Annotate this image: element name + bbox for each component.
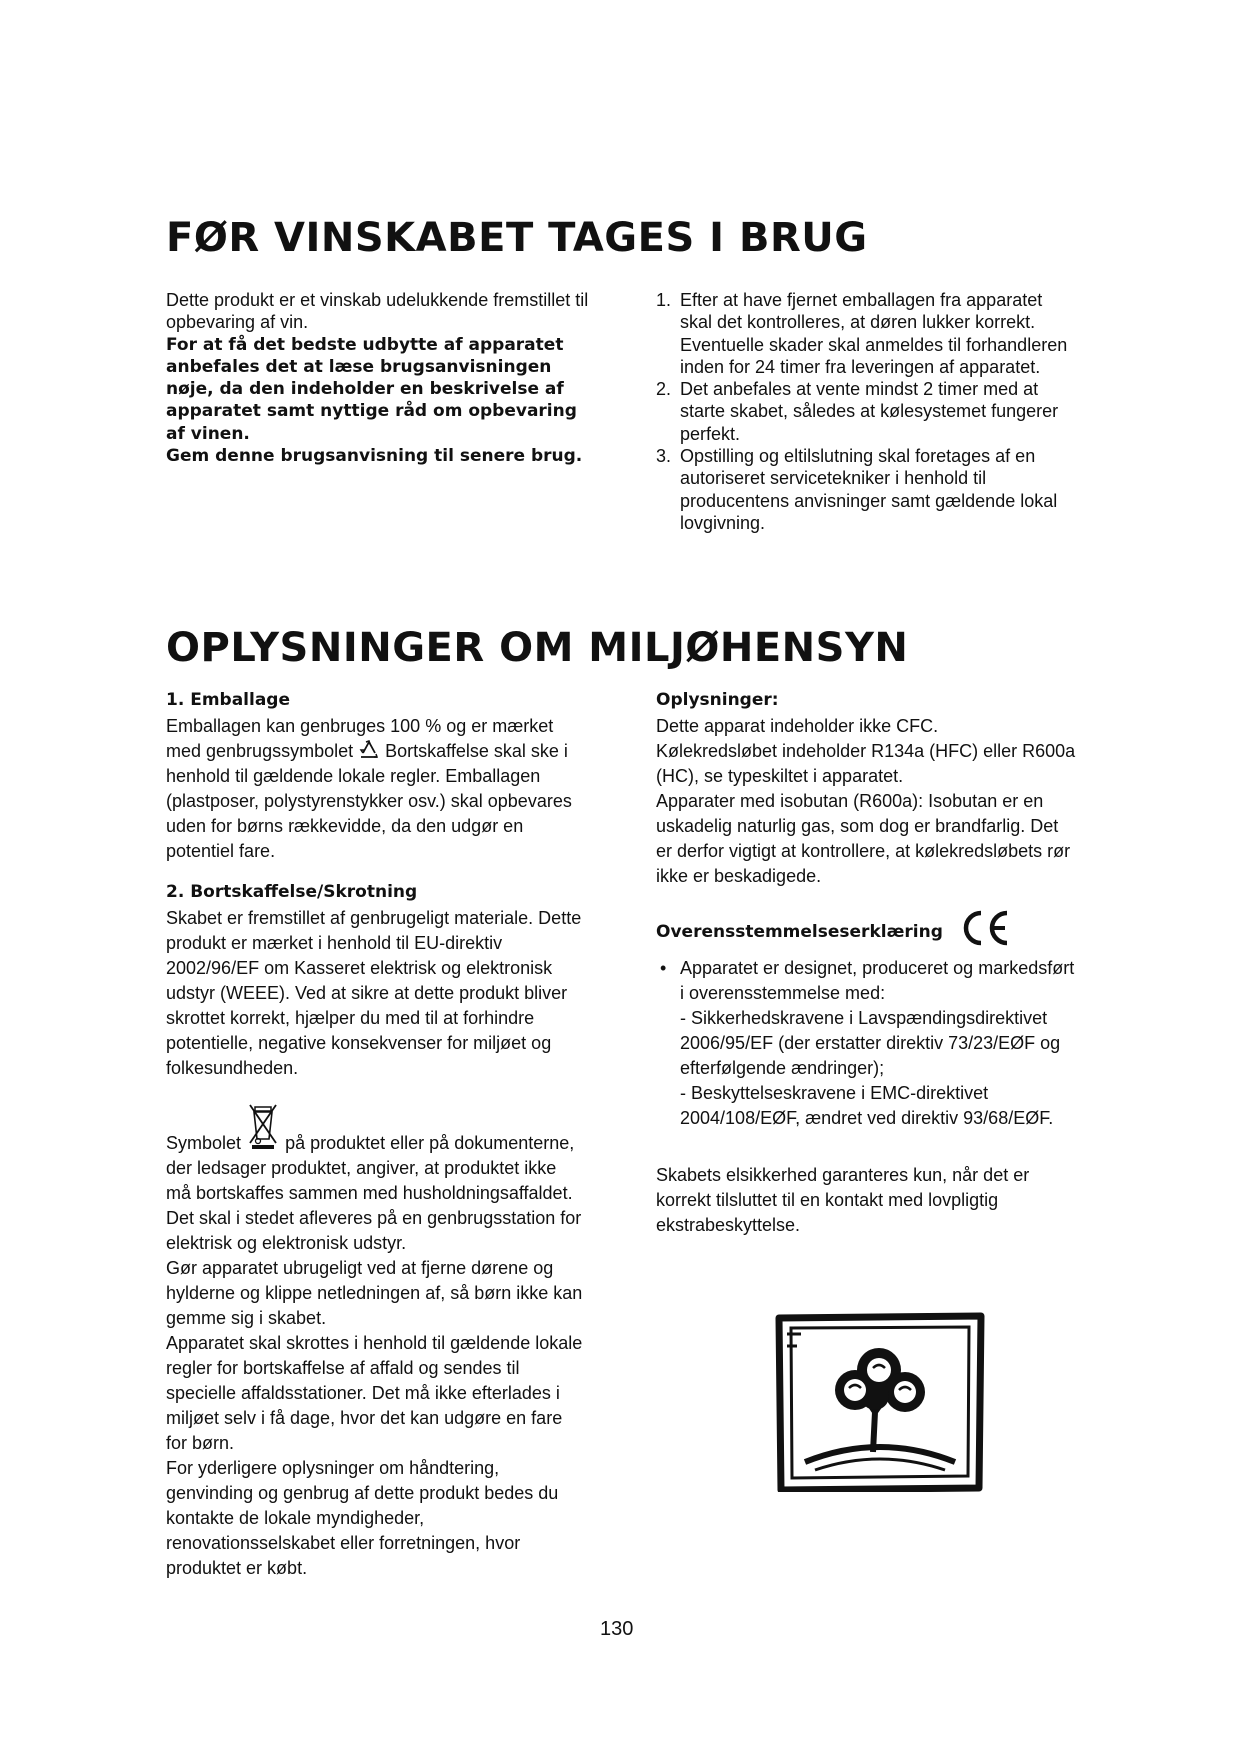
steps-list: [656, 289, 1076, 534]
step-text: Opstilling og eltilslutning skal foretages af en autoriseret servicetekniker i henhold til producentens anvisninger samt gældende lokal lovgivning.: [680, 446, 1058, 533]
info-line-1: Dette apparat indeholder ikke CFC.: [656, 716, 939, 736]
conformity-heading-row: [656, 909, 1076, 955]
intro-block: [166, 289, 596, 467]
ce-mark-icon: [959, 909, 1013, 955]
packaging-heading: 1. Emballage: [166, 690, 290, 710]
info-block: [656, 688, 1076, 1238]
intro-text: Dette produkt er et vinskab udelukkende fremstillet til opbevaring af vin.: [166, 290, 589, 333]
weee-text-before: Symbolet: [166, 1133, 242, 1153]
conformity-item: [656, 956, 1076, 1006]
step-number: 1.: [656, 290, 672, 310]
conformity-list: [656, 956, 1076, 1006]
page-number: 130: [600, 1618, 634, 1640]
crossed-out-bin-icon: [246, 1125, 280, 1149]
info-line-3: Apparater med isobutan (R600a): Isobutan er en uskadelig naturlig gas, som dog er brandfarlig. Det er derfor vigtigt at kontrollere, at kølekredsløbets rør ikke er beskadigede.: [656, 791, 1071, 886]
conformity-intro: Apparatet er designet, produceret og markedsført i overensstemmelse med:: [680, 958, 1075, 1003]
packaging-text-after: Bortskaffelse skal ske i henhold til gældende lokale regler. Emballagen (plastposer, polystyrenstykker osv.) skal opbevares uden for børns rækkevidde, da den udgør en potentiel fare.: [166, 741, 572, 861]
disposal-p2: Gør apparatet ubrugeligt ved at fjerne dørene og hylderne og klippe netledningen af, så børn ikke kan gemme sig i skabet.: [166, 1258, 583, 1328]
step-item: [656, 445, 1076, 534]
conformity-heading: Overensstemmelseserklæring: [656, 922, 943, 942]
step-item: [656, 289, 1076, 378]
packaging-text-before: Emballagen kan genbruges 100 % og er mærket med genbrugssymbolet: [166, 716, 554, 761]
weee-symbol-text: [166, 1125, 586, 1256]
intro-bold-text: For at få det bedste udbytte af apparatet anbefales det at læse brugsanvisningen nøje, da den indeholder en beskrivelse af apparatet samt nyttige råd om opbevaring af vinen.: [166, 334, 577, 444]
step-text: Efter at have fjernet emballagen fra apparatet skal det kontrolleres, at døren lukker korrekt. Eventuelle skader skal anmeldes til forhandleren inden for 24 timer fra leveringen af apparatet.: [680, 290, 1068, 377]
recycle-icon: [358, 740, 380, 760]
bullet-icon: •: [660, 958, 667, 978]
info-heading: Oplysninger:: [656, 690, 779, 710]
conformity-directive-2: - Beskyttelseskravene i EMC-direktivet 2004/108/EØF, ændret ved direktiv 93/68/EØF.: [680, 1083, 1054, 1128]
steps-block: [656, 289, 1076, 534]
section-title-environment: OPLYSNINGER OM MILJØHENSYN: [166, 625, 909, 671]
step-text: Det anbefales at vente mindst 2 timer med at starte skabet, således at kølesystemet fungerer perfekt.: [680, 379, 1059, 444]
disposal-p4: For yderligere oplysninger om håndtering, genvinding og genbrug af dette produkt bedes du kontakte de lokale myndigheder, renovationsselskabet eller forretningen, hvor produktet er købt.: [166, 1458, 559, 1578]
step-number: 3.: [656, 446, 672, 467]
disposal-p3: Apparatet skal skrottes i henhold til gældende lokale regler for bortskaffelse af affald og sendes til specielle affaldsstationer. Det må ikke efterlades i miljøet selv i få dage, hvor det kan udgøre en fare for børn.: [166, 1333, 583, 1453]
step-item: [656, 378, 1076, 445]
weee-text-after: på produktet eller på dokumenterne, der ledsager produktet, angiver, at produktet ikke må bortskaffes sammen med husholdningsaffaldet. Det skal i stedet afleveres på en genbrugsstation for elektrisk og elektronisk udstyr.: [166, 1133, 582, 1253]
tree-eco-logo: [775, 1312, 985, 1497]
info-line-2: Kølekredsløbet indeholder R134a (HFC) eller R600a (HC), se typeskiltet i apparatet.: [656, 741, 1076, 786]
packaging-text: [166, 714, 586, 864]
disposal-heading: 2. Bortskaffelse/Skrotning: [166, 882, 418, 902]
step-number: 2.: [656, 379, 672, 400]
disposal-text: Skabet er fremstillet af genbrugeligt materiale. Dette produkt er mærket i henhold til EU-direktiv 2002/96/EF om Kasseret elektrisk og elektronisk udstyr (WEEE). Ved at sikre at dette produkt bliver skrottet korrekt, hjælper du med til at forhindre potentielle, negative konsekvenser for miljøet og folkesundheden.: [166, 908, 582, 1078]
conformity-directive-1: - Sikkerhedskravene i Lavspændingsdirektivet 2006/95/EF (der erstatter direktiv 73/23/EØF og efterfølgende ændringer);: [680, 1008, 1061, 1078]
packaging-block: [166, 688, 586, 1581]
keep-manual-text: Gem denne brugsanvisning til senere brug.: [166, 446, 583, 467]
section-title-before-use: FØR VINSKABET TAGES I BRUG: [166, 215, 868, 261]
electrical-safety-text: Skabets elsikkerhed garanteres kun, når det er korrekt tilsluttet til en kontakt med lovpligtig ekstrabeskyttelse.: [656, 1165, 1030, 1235]
